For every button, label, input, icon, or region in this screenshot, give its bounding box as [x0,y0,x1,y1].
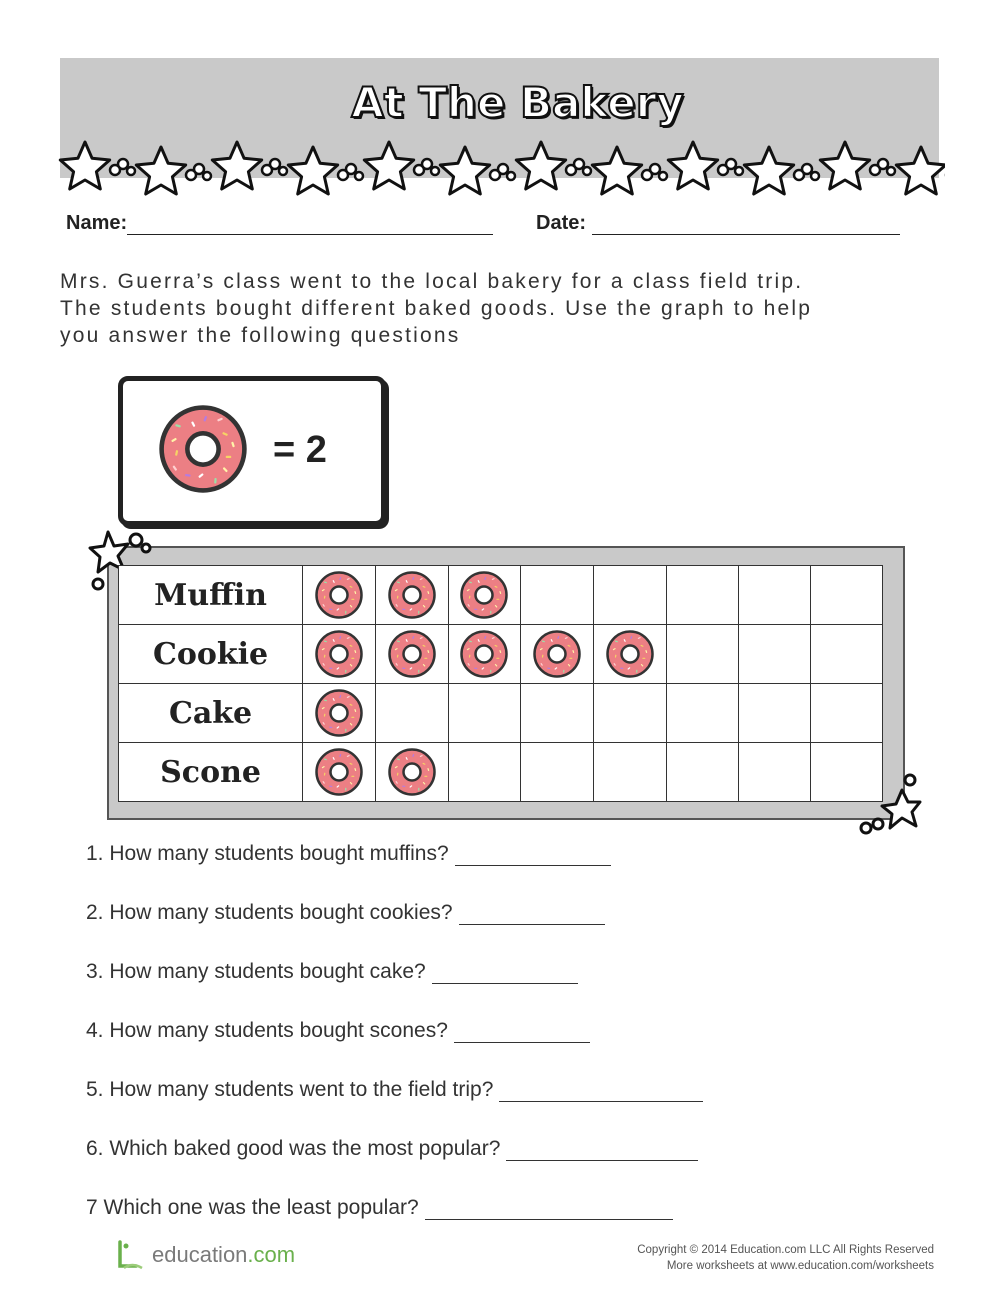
pictograph-cell [521,566,594,625]
pictograph-cell [810,625,882,684]
category-label: Muffin [119,566,303,625]
book-logo-icon [114,1238,150,1272]
key-value: = 2 [273,429,327,471]
pictograph-cell [594,566,667,625]
pictograph-cell [521,625,594,684]
answer-blank[interactable] [506,1140,698,1161]
name-field[interactable] [66,212,493,235]
pictograph-cell [303,743,376,802]
intro-text [60,268,940,349]
name-blank[interactable] [127,214,493,235]
question-4 [86,1019,590,1043]
donut-icon [459,570,509,620]
question-6 [86,1137,698,1161]
question-1 [86,842,611,866]
donut-icon [314,747,364,797]
star-border-decoration [55,140,945,202]
pictograph-cell [448,625,521,684]
donut-icon [157,403,249,495]
question-3 [86,960,578,984]
pictograph-cell [738,684,810,743]
pictograph-cell [375,743,448,802]
pictograph-cell [738,566,810,625]
question-text: 5. How many students went to the field trip? [86,1078,494,1101]
question-text: 4. How many students bought scones? [86,1019,448,1042]
pictograph-cell [738,743,810,802]
answer-blank[interactable] [425,1199,673,1220]
pictograph-cell [666,625,738,684]
copyright-notice [637,1242,934,1274]
donut-icon [314,629,364,679]
question-text: 2. How many students bought cookies? [86,901,453,924]
question-text: 1. How many students bought muffins? [86,842,449,865]
pictograph-cell [303,684,376,743]
pictograph-cell [448,566,521,625]
question-text: 3. How many students bought cake? [86,960,426,983]
donut-icon [387,570,437,620]
intro-line: The students bought different baked goods. Use the graph to help [60,297,813,320]
logo-suffix: .com [247,1242,296,1267]
copyright-line: Copyright © 2014 Education.com LLC All Rights Reserved [637,1244,934,1256]
pictograph-cell [303,566,376,625]
pictograph-cell [448,743,521,802]
intro-line: you answer the following questions [60,324,461,347]
answer-blank[interactable] [432,963,578,984]
pictograph-cell [594,684,667,743]
donut-icon [459,629,509,679]
pictograph-cell [375,566,448,625]
pictograph-cell [666,743,738,802]
pictograph-cell [521,743,594,802]
pictograph-key [118,376,386,526]
date-field[interactable] [536,212,900,235]
logo-main: education [152,1242,248,1267]
pictograph-cell [303,625,376,684]
pictograph-cell [375,625,448,684]
answer-blank[interactable] [459,904,605,925]
page-title: At The Bakery [351,78,684,127]
question-5 [86,1078,703,1102]
category-label: Cookie [119,625,303,684]
pictograph-row-cake [119,684,883,743]
pictograph-cell [810,743,882,802]
pictograph-cell [738,625,810,684]
pictograph-cell [594,625,667,684]
question-text: 6. Which baked good was the most popular? [86,1137,501,1160]
donut-icon [605,629,655,679]
category-label: Cake [119,684,303,743]
pictograph-table [118,565,883,802]
donut-icon [314,688,364,738]
date-blank[interactable] [592,214,900,235]
pictograph-cell [810,684,882,743]
name-label: Name: [66,212,128,234]
worksheets-line: More worksheets at www.education.com/worksheets [666,1260,934,1272]
intro-line: Mrs. Guerra’s class went to the local bakery for a class field trip. [60,270,804,293]
pictograph-cell [375,684,448,743]
donut-icon [314,570,364,620]
date-label: Date: [536,212,587,234]
question-7 [86,1196,673,1220]
donut-icon [387,629,437,679]
category-label: Scone [119,743,303,802]
answer-blank[interactable] [454,1022,590,1043]
answer-blank[interactable] [455,845,611,866]
pictograph-row-muffin [119,566,883,625]
donut-icon [387,747,437,797]
pictograph-cell [448,684,521,743]
pictograph-row-scone [119,743,883,802]
education-logo[interactable] [114,1238,295,1272]
question-text: 7 Which one was the least popular? [86,1196,419,1219]
pictograph-cell [666,566,738,625]
question-2 [86,901,605,925]
answer-blank[interactable] [499,1081,703,1102]
pictograph-cell [521,684,594,743]
pictograph-cell [810,566,882,625]
pictograph-cell [594,743,667,802]
logo-text [152,1242,295,1268]
pictograph-row-cookie [119,625,883,684]
donut-icon [532,629,582,679]
pictograph-cell [666,684,738,743]
